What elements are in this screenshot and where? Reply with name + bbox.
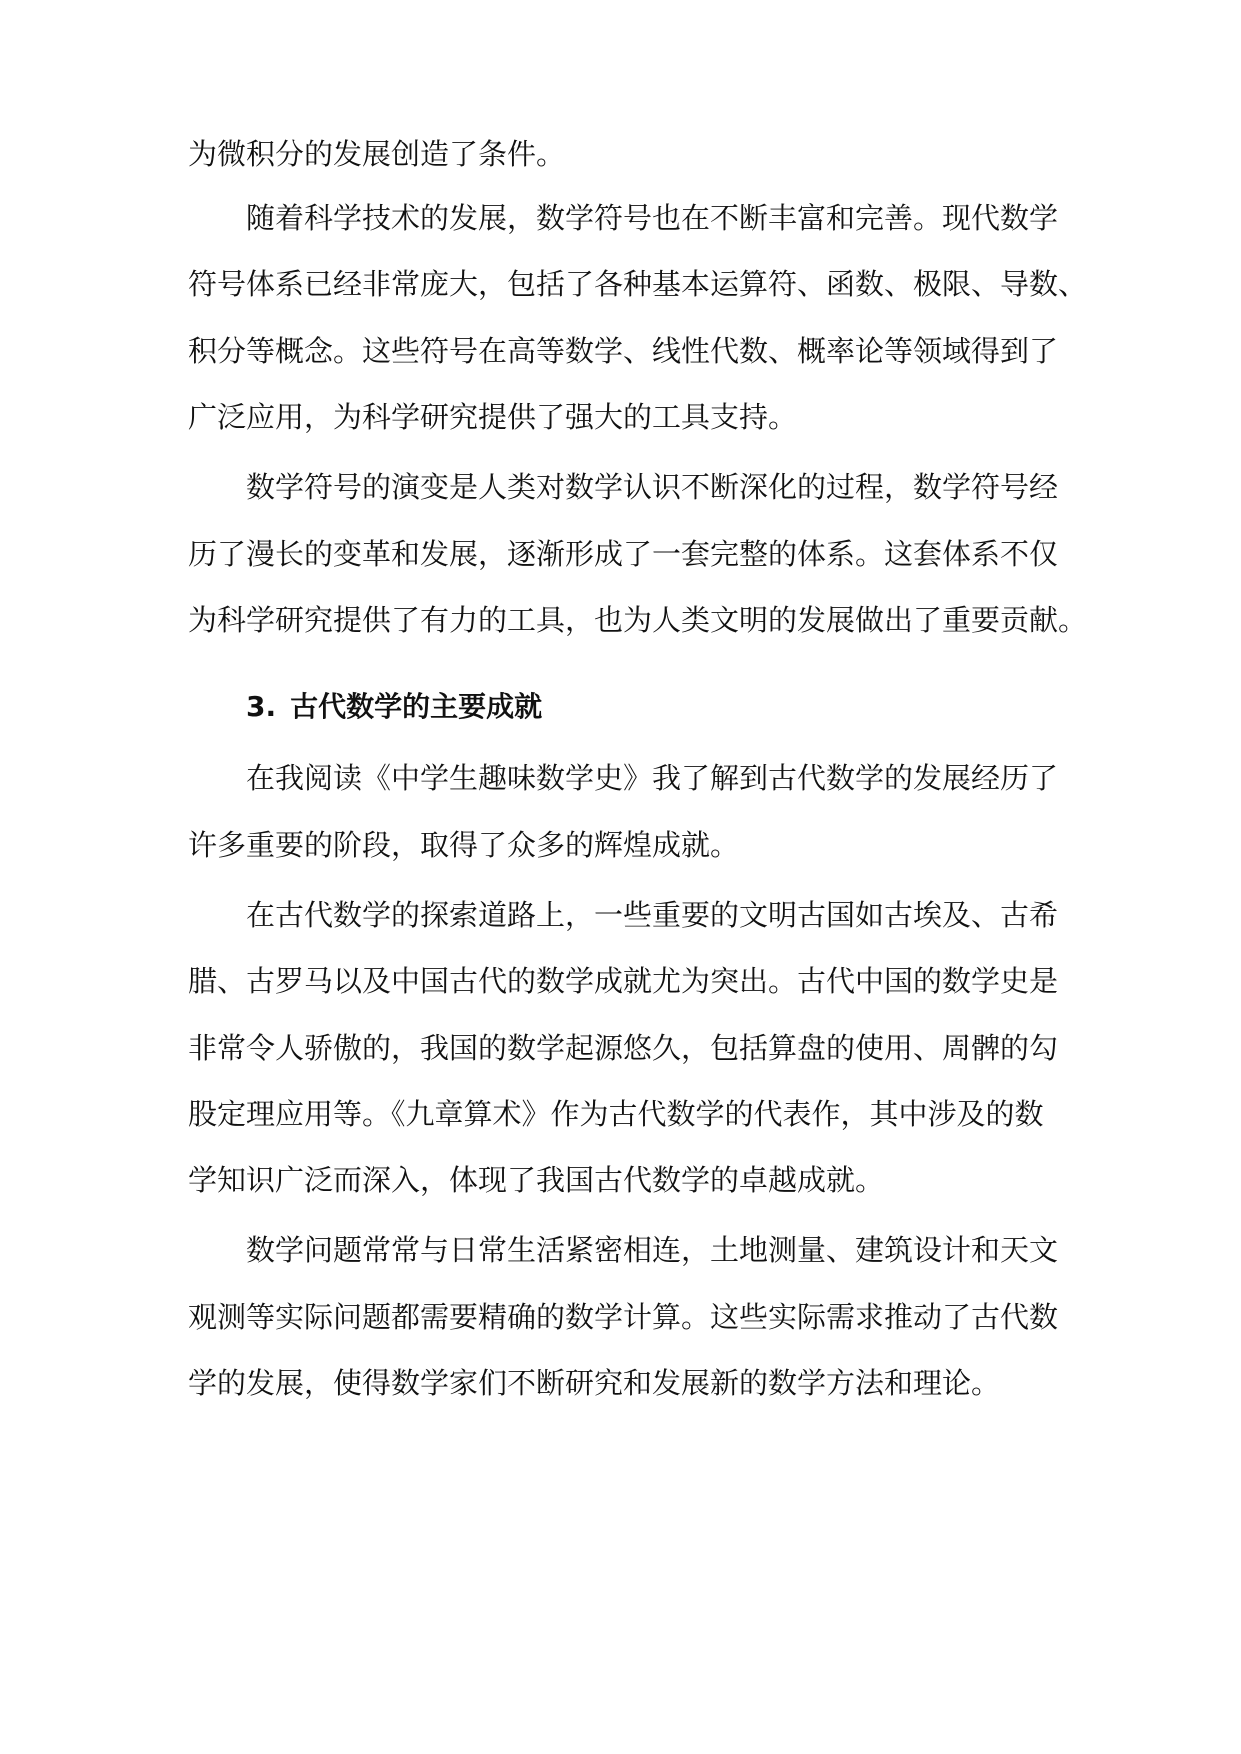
paragraph-line: 观测等实际问题都需要精确的数学计算。这些实际需求推动了古代数 xyxy=(188,1300,1059,1334)
section-number: 3. xyxy=(246,690,277,723)
paragraph-line: 为微积分的发展创造了条件。 xyxy=(188,137,566,171)
paragraph-line: 数学符号的演变是人类对数学认识不断深化的过程，数学符号经 xyxy=(246,470,1059,504)
paragraph-line: 在古代数学的探索道路上，一些重要的文明古国如古埃及、古希 xyxy=(246,898,1059,932)
paragraph-line: 随着科学技术的发展，数学符号也在不断丰富和完善。现代数学 xyxy=(246,201,1059,235)
paragraph-line: 符号体系已经非常庞大，包括了各种基本运算符、函数、极限、导数、 xyxy=(188,267,1088,301)
paragraph-line: 非常令人骄傲的，我国的数学起源悠久，包括算盘的使用、周髀的勾 xyxy=(188,1031,1059,1065)
paragraph-line: 在我阅读《中学生趣味数学史》我了解到古代数学的发展经历了 xyxy=(246,761,1059,795)
paragraph-line: 为科学研究提供了有力的工具，也为人类文明的发展做出了重要贡献。 xyxy=(188,603,1088,637)
paragraph-line: 学的发展，使得数学家们不断研究和发展新的数学方法和理论。 xyxy=(188,1366,1001,1400)
paragraph-line: 腊、古罗马以及中国古代的数学成就尤为突出。古代中国的数学史是 xyxy=(188,964,1059,998)
paragraph-line: 学知识广泛而深入，体现了我国古代数学的卓越成就。 xyxy=(188,1163,885,1197)
paragraph-line: 广泛应用，为科学研究提供了强大的工具支持。 xyxy=(188,400,798,434)
paragraph-line: 许多重要的阶段，取得了众多的辉煌成就。 xyxy=(188,828,740,862)
section-heading xyxy=(246,687,1126,727)
paragraph-line: 历了漫长的变革和发展，逐渐形成了一套完整的体系。这套体系不仅 xyxy=(188,537,1059,571)
section-title: 古代数学的主要成就 xyxy=(290,690,543,723)
paragraph-line: 股定理应用等。《九章算术》作为古代数学的代表作，其中涉及的数 xyxy=(188,1097,1044,1131)
paragraph-line: 数学问题常常与日常生活紧密相连，土地测量、建筑设计和天文 xyxy=(246,1233,1059,1267)
paragraph-line: 积分等概念。这些符号在高等数学、线性代数、概率论等领域得到了 xyxy=(188,334,1059,368)
